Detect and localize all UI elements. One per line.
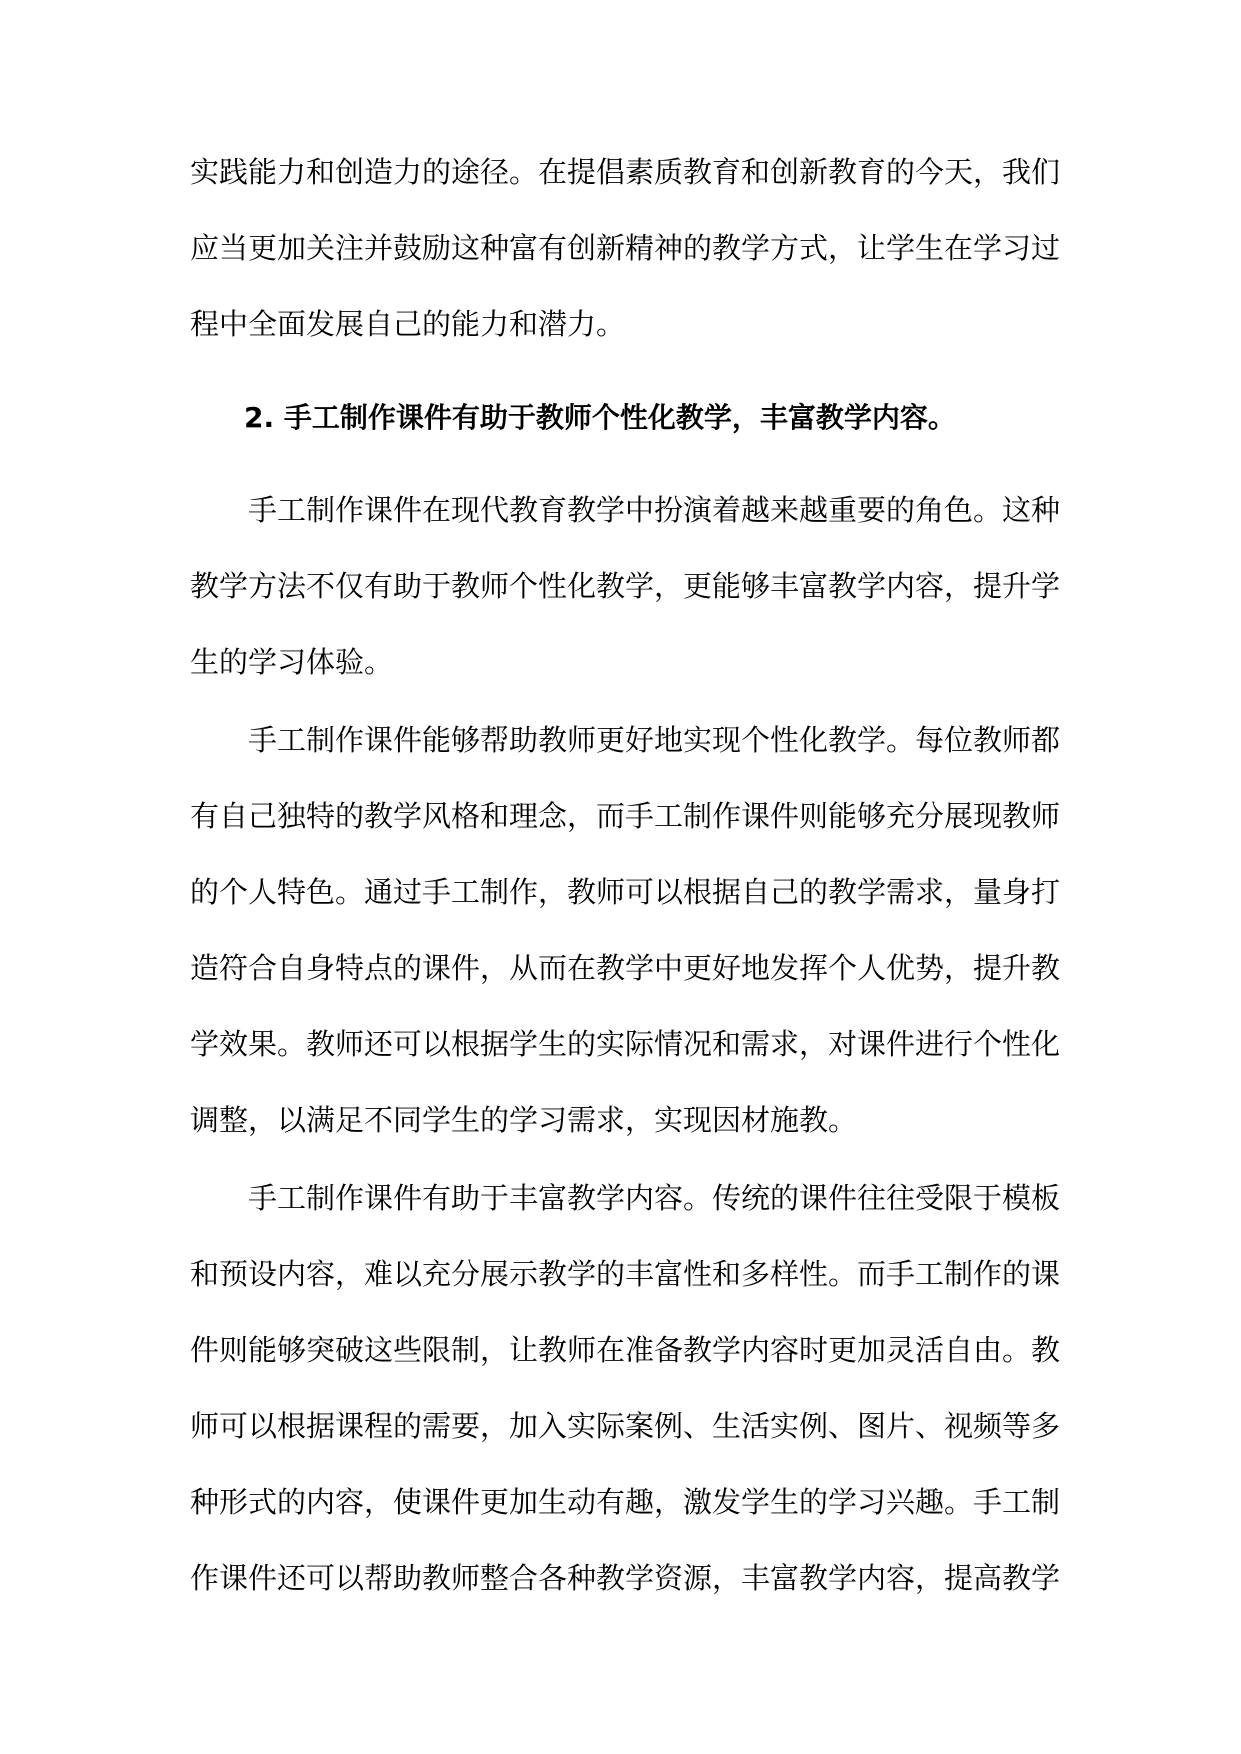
section-heading [244,388,1044,448]
paragraph-1-line-2: 应当更加关注并鼓励这种富有创新精神的教学方式，让学生在学习过 [190,231,1061,265]
paragraph-4-line-4: 师可以根据课程的需要，加入实际案例、生活实例、图片、视频等多 [190,1409,1061,1443]
paragraph-1-line-1: 实践能力和创造力的途径。在提倡素质教育和创新教育的今天，我们 [190,155,1061,189]
paragraph-4-line-3: 件则能够突破这些限制，让教师在准备教学内容时更加灵活自由。教 [190,1333,1061,1367]
paragraph-3-line-4: 造符合自身特点的课件，从而在教学中更好地发挥个人优势，提升教 [190,951,1061,985]
paragraph-3-line-5: 学效果。教师还可以根据学生的实际情况和需求，对课件进行个性化 [190,1027,1061,1061]
paragraph-2-line-2: 教学方法不仅有助于教师个性化教学，更能够丰富教学内容，提升学 [190,569,1061,603]
paragraph-3-line-3: 的个人特色。通过手工制作，教师可以根据自己的教学需求，量身打 [190,875,1061,909]
paragraph-4-line-2: 和预设内容，难以充分展示教学的丰富性和多样性。而手工制作的课 [190,1257,1061,1291]
paragraph-2-line-1: 手工制作课件在现代教育教学中扮演着越来越重要的角色。这种 [248,493,1061,527]
paragraph-3-line-2: 有自己独特的教学风格和理念，而手工制作课件则能够充分展现教师 [190,799,1061,833]
paragraph-4-line-1: 手工制作课件有助于丰富教学内容。传统的课件往往受限于模板 [248,1181,1061,1215]
paragraph-1-line-3: 程中全面发展自己的能力和潜力。 [190,307,626,341]
paragraph-3-line-6: 调整，以满足不同学生的学习需求，实现因材施教。 [190,1103,858,1137]
section-heading-number: 2. [244,401,275,434]
section-heading-text: 手工制作课件有助于教师个性化教学，丰富教学内容。 [283,401,956,434]
paragraph-2-line-3: 生的学习体验。 [190,645,394,679]
paragraph-4-line-6: 作课件还可以帮助教师整合各种教学资源，丰富教学内容，提高教学 [190,1561,1061,1595]
paragraph-4-line-5: 种形式的内容，使课件更加生动有趣，激发学生的学习兴趣。手工制 [190,1485,1061,1519]
paragraph-3-line-1: 手工制作课件能够帮助教师更好地实现个性化教学。每位教师都 [248,723,1061,757]
